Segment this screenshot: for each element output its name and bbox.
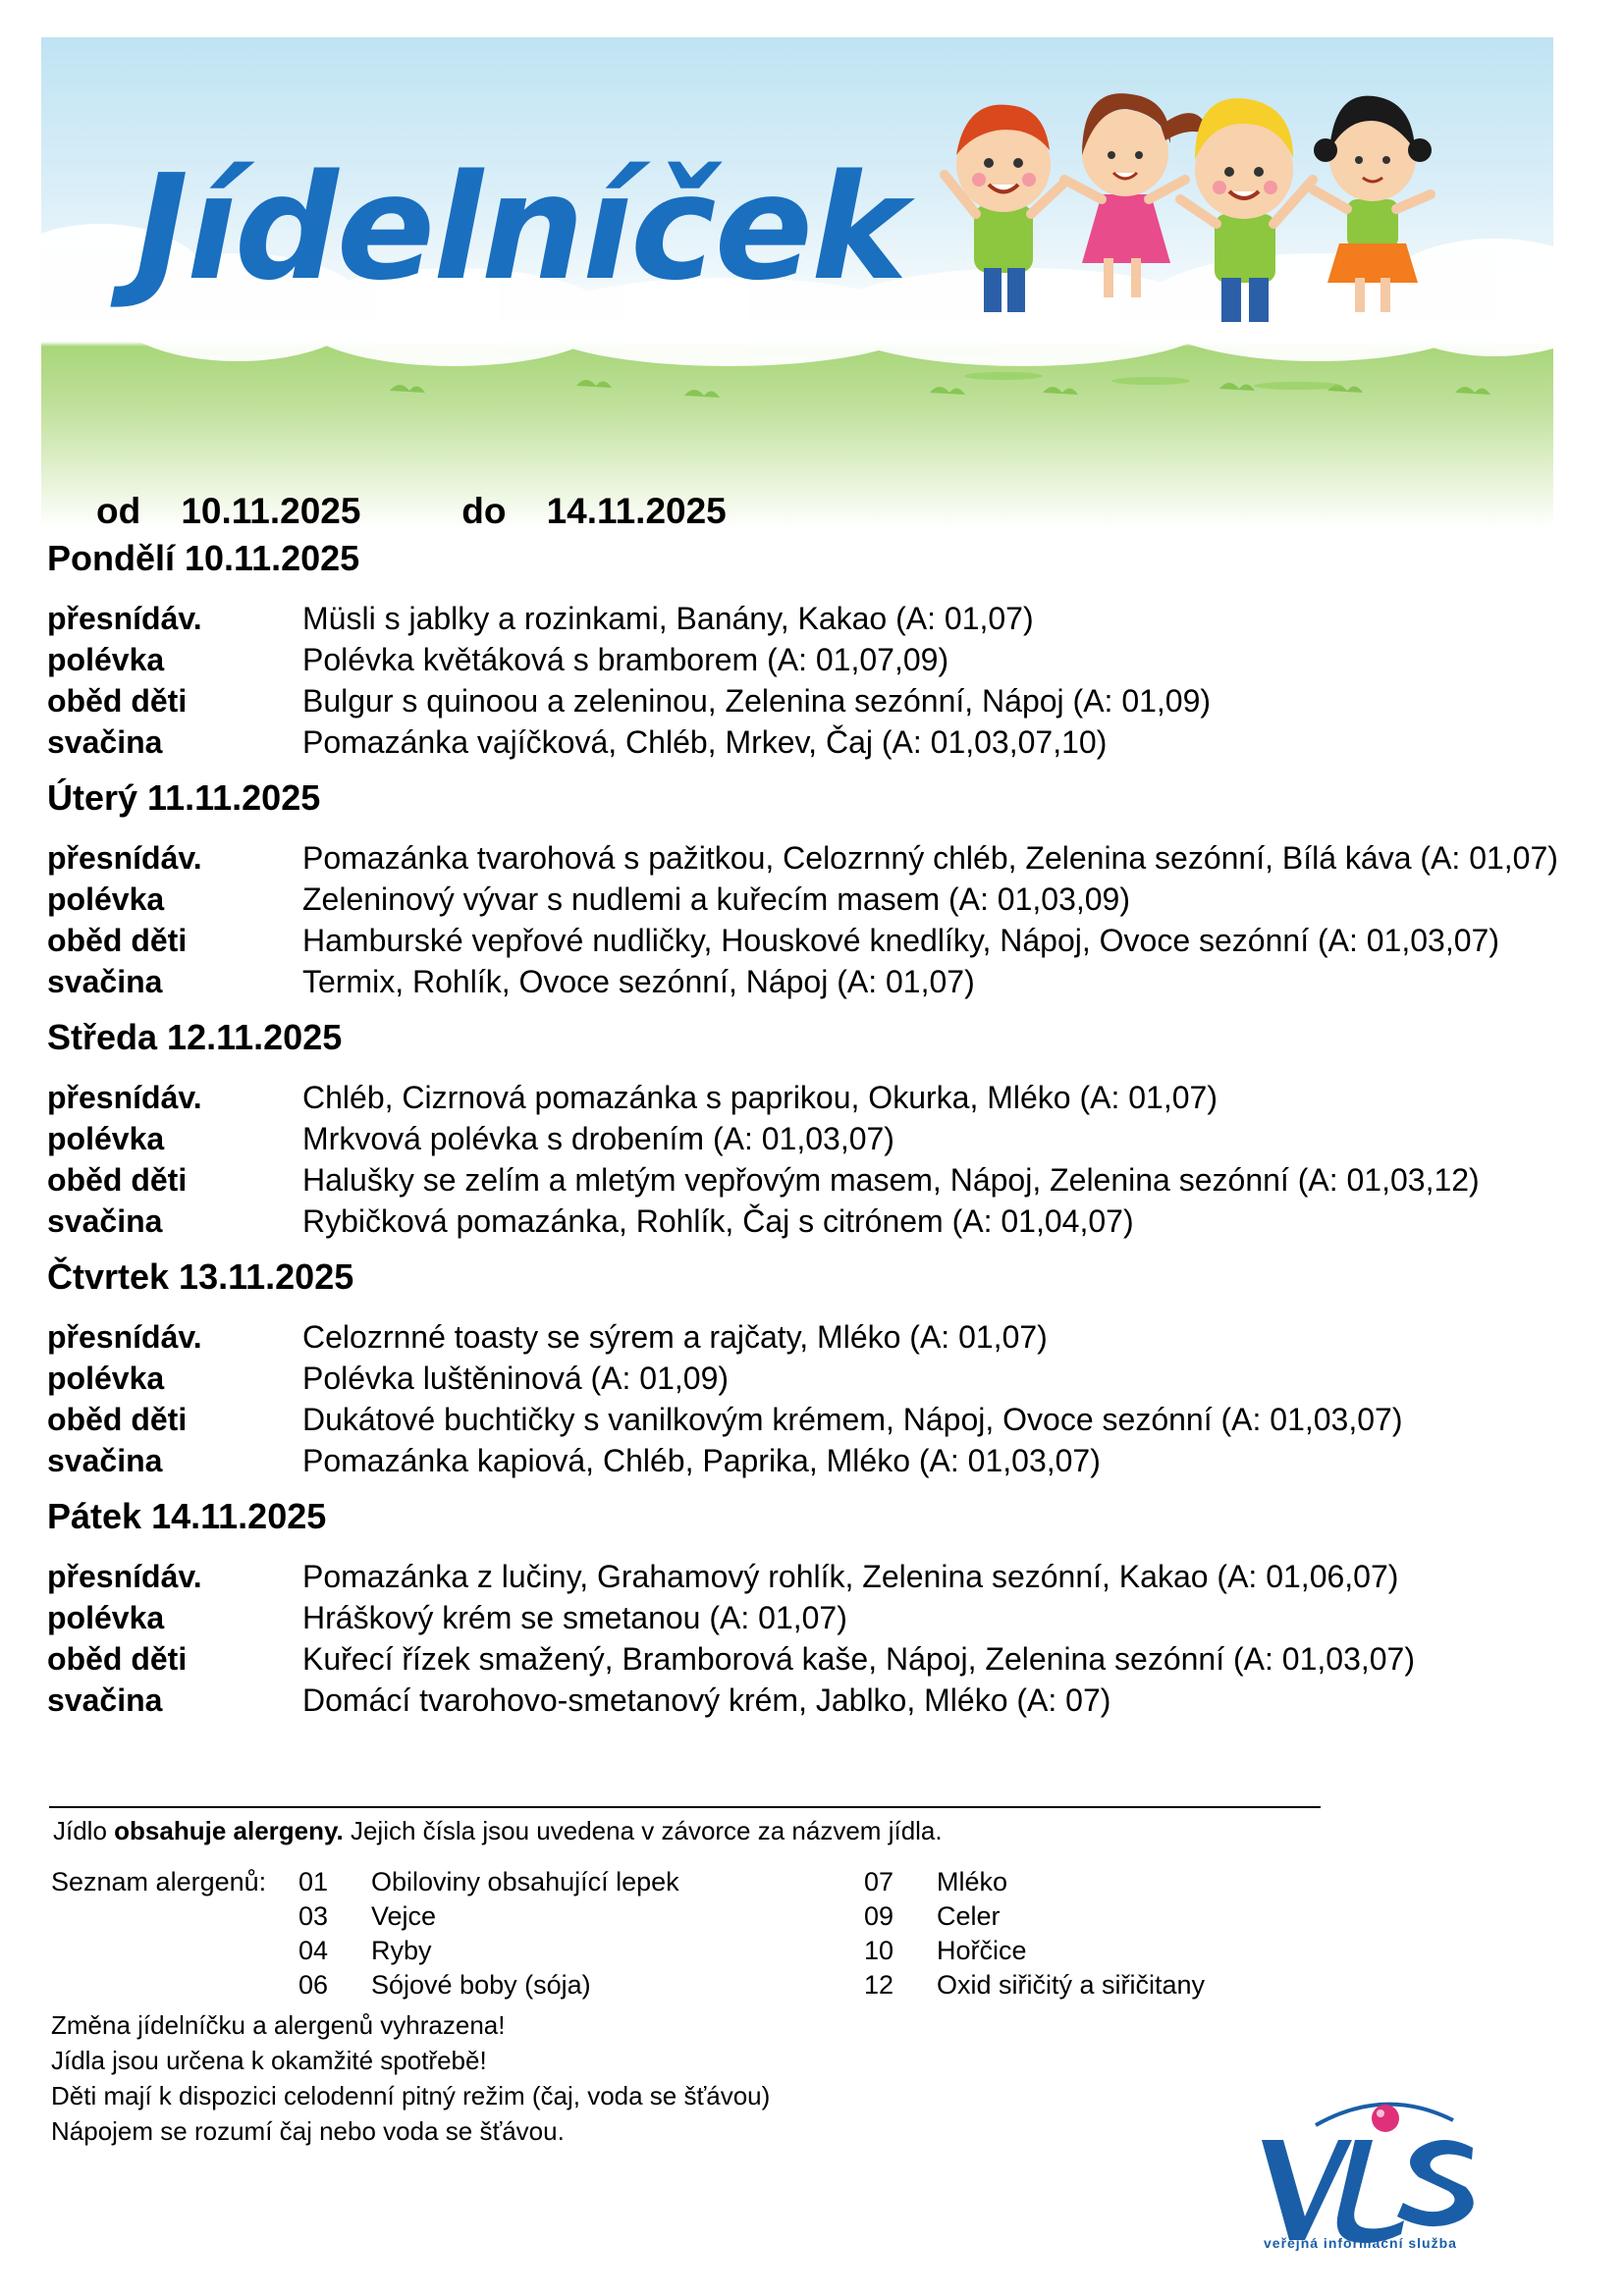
allergen-item [298, 1934, 432, 1968]
footer-notes [51, 2007, 770, 2149]
allergen-code: 07 [864, 1867, 894, 1896]
meal-label: přesnídáv. [47, 1080, 202, 1115]
meal-row [47, 1399, 1579, 1440]
meal-text: Pomazánka tvarohová s pažitkou, Celozrnný chléb, Zelenina sezónní, Bílá káva (A: 01,07) [302, 840, 1558, 876]
day-title: Úterý 11.11.2025 [47, 777, 321, 818]
allergen-code: 04 [298, 1936, 329, 1965]
allergen-code: 06 [298, 1970, 329, 2000]
meal-label: oběd děti [47, 1641, 188, 1677]
meal-label: polévka [47, 881, 165, 917]
period-to-date: 14.11.2025 [546, 491, 727, 528]
allergen-name: Celer [937, 1901, 1001, 1931]
meal-label: polévka [47, 1121, 165, 1156]
meal-row [47, 1077, 1579, 1118]
meal-label: oběd děti [47, 1162, 188, 1198]
note-line: Jídla jsou určena k okamžité spotřebě! [51, 2046, 487, 2075]
meal-label: svačina [47, 964, 163, 999]
note-line: Nápojem se rozumí čaj nebo voda se šťávou. [51, 2116, 565, 2146]
allergen-list-label: Seznam alergenů: [51, 1867, 267, 1896]
day-title: Středa 12.11.2025 [47, 1017, 343, 1057]
meal-label: oběd děti [47, 1402, 188, 1437]
allergen-name: Vejce [371, 1901, 437, 1931]
meal-text: Rybičková pomazánka, Rohlík, Čaj s citrónem (A: 01,04,07) [302, 1203, 1134, 1239]
meal-row [47, 639, 1579, 680]
meal-text: Bulgur s quinoou a zeleninou, Zelenina sezónní, Nápoj (A: 01,09) [302, 683, 1212, 719]
children-illustration-icon [925, 77, 1475, 361]
allergen-name: Obiloviny obsahující lepek [371, 1867, 679, 1896]
meal-row [47, 721, 1579, 763]
meal-text: Polévka květáková s bramborem (A: 01,07,09) [302, 642, 949, 677]
allergen-item [864, 1934, 1027, 1968]
meal-text: Mrkvová polévka s drobením (A: 01,03,07) [302, 1121, 894, 1156]
allergen-code: 09 [864, 1901, 894, 1931]
meal-row [47, 1118, 1579, 1159]
allergen-item [864, 1865, 1007, 1899]
meal-row [47, 879, 1579, 920]
vis-logo-icon [1262, 2091, 1497, 2258]
meal-row [47, 680, 1579, 721]
day-wednesday [47, 1016, 1579, 1242]
meal-label: přesnídáv. [47, 840, 202, 876]
meal-text: Pomazánka z lučiny, Grahamový rohlík, Zelenina sezónní, Kakao (A: 01,06,07) [302, 1559, 1399, 1594]
allergen-item [298, 1899, 436, 1934]
allergen-name: Ryby [371, 1936, 432, 1965]
period-from-date: 10.11.2025 [181, 491, 361, 528]
period-to-label: do [461, 491, 507, 528]
meal-row [47, 1358, 1579, 1399]
day-thursday [47, 1255, 1579, 1481]
meal-text: Hamburské vepřové nudličky, Houskové knedlíky, Nápoj, Ovoce sezónní (A: 01,03,07) [302, 923, 1499, 958]
allergen-notice-pre: Jídlo [53, 1816, 115, 1845]
day-tuesday [47, 776, 1579, 1002]
allergen-code: 03 [298, 1901, 329, 1931]
meal-row [47, 1556, 1579, 1597]
meal-row [47, 1597, 1579, 1638]
allergen-name: Oxid siřičitý a siřičitany [937, 1970, 1206, 2000]
meal-row [47, 1680, 1579, 1721]
meal-text: Halušky se zelím a mletým vepřovým masem, Nápoj, Zelenina sezónní (A: 01,03,12) [302, 1162, 1480, 1198]
meal-label: oběd děti [47, 923, 188, 958]
note-line: Změna jídelníčku a alergenů vyhrazena! [51, 2010, 506, 2040]
meal-row [47, 920, 1579, 961]
meal-row [47, 837, 1579, 879]
allergen-item [298, 1968, 591, 2002]
meal-text: Pomazánka vajíčková, Chléb, Mrkev, Čaj (A: 01,03,07,10) [302, 724, 1108, 760]
meal-text: Müsli s jablky a rozinkami, Banány, Kakao (A: 01,07) [302, 601, 1034, 636]
meal-text: Dukátové buchtičky s vanilkovým krémem, Nápoj, Ovoce sezónní (A: 01,03,07) [302, 1402, 1403, 1437]
day-title: Čtvrtek 13.11.2025 [47, 1256, 354, 1297]
allergen-item [864, 1899, 1001, 1934]
day-friday [47, 1495, 1579, 1721]
meal-label: polévka [47, 1600, 165, 1635]
meal-label: přesnídáv. [47, 1559, 202, 1594]
page-title: Jídelníček [135, 143, 906, 312]
meal-text: Zeleninový vývar s nudlemi a kuřecím masem (A: 01,03,09) [302, 881, 1130, 917]
allergen-code: 01 [298, 1867, 329, 1896]
meal-label: přesnídáv. [47, 1319, 202, 1355]
meal-row [47, 598, 1579, 639]
meal-text: Chléb, Cizrnová pomazánka s paprikou, Okurka, Mléko (A: 01,07) [302, 1080, 1218, 1115]
allergen-notice-post: Jejich čísla jsou uvedena v závorce za názvem jídla. [343, 1816, 943, 1845]
footer-divider [49, 1806, 1321, 1808]
meal-row [47, 1638, 1579, 1680]
note-line: Děti mají k dispozici celodenní pitný režim (čaj, voda se šťávou) [51, 2081, 771, 2110]
meal-row [47, 1159, 1579, 1201]
meal-row [47, 961, 1579, 1002]
meal-text: Pomazánka kapiová, Chléb, Paprika, Mléko (A: 01,03,07) [302, 1443, 1101, 1478]
allergen-notice [53, 1816, 943, 1846]
meal-label: svačina [47, 1203, 163, 1239]
meal-label: oběd děti [47, 683, 188, 719]
meal-row [47, 1440, 1579, 1481]
meal-label: svačina [47, 724, 163, 760]
meal-label: svačina [47, 1443, 163, 1478]
allergen-notice-bold: obsahuje alergeny. [114, 1816, 344, 1845]
meal-label: svačina [47, 1682, 163, 1718]
day-monday [47, 537, 1579, 763]
meal-text: Polévka luštěninová (A: 01,09) [302, 1361, 730, 1396]
meal-row [47, 1201, 1579, 1242]
meal-text: Hráškový krém se smetanou (A: 01,07) [302, 1600, 847, 1635]
allergen-code: 12 [864, 1970, 894, 2000]
meal-row [47, 1316, 1579, 1358]
weekly-menu [47, 537, 1579, 1735]
day-title: Pátek 14.11.2025 [47, 1496, 327, 1536]
meal-label: přesnídáv. [47, 601, 202, 636]
header-banner [41, 37, 1553, 528]
allergen-item [864, 1968, 1205, 2002]
allergen-name: Hořčice [937, 1936, 1027, 1965]
meal-text: Celozrnné toasty se sýrem a rajčaty, Mléko (A: 01,07) [302, 1319, 1048, 1355]
allergen-item [298, 1865, 679, 1899]
period-from-label: od [96, 491, 141, 528]
meal-label: polévka [47, 1361, 165, 1396]
allergen-name: Mléko [937, 1867, 1008, 1896]
logo-caption: veřejná informační služba [1264, 2235, 1457, 2251]
meal-text: Termix, Rohlík, Ovoce sezónní, Nápoj (A: 01,07) [302, 964, 975, 999]
meal-text: Kuřecí řízek smažený, Bramborová kaše, Nápoj, Zelenina sezónní (A: 01,03,07) [302, 1641, 1415, 1677]
allergen-name: Sójové boby (sója) [371, 1970, 591, 2000]
meal-text: Domácí tvarohovo-smetanový krém, Jablko, Mléko (A: 07) [302, 1682, 1111, 1718]
allergen-code: 10 [864, 1936, 894, 1965]
menu-period [96, 491, 727, 528]
meal-label: polévka [47, 642, 165, 677]
day-title: Pondělí 10.11.2025 [47, 538, 360, 578]
